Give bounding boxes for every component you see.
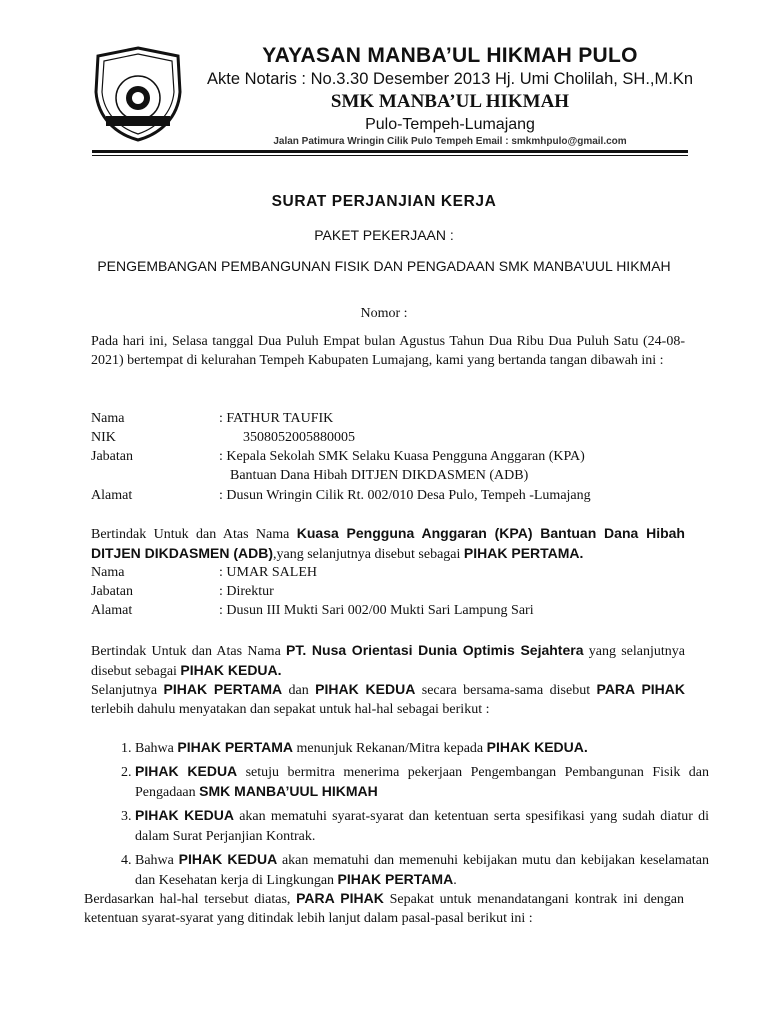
package-name: PENGEMBANGAN PEMBANGUNAN FISIK DAN PENGADAAN SMK MANBA’UUL HIKMAH [97, 258, 671, 274]
party-term: PARA PIHAK [596, 681, 685, 697]
field-value: : FATHUR TAUFIK [219, 411, 334, 426]
field-label: Alamat [91, 488, 133, 503]
party-term: PIHAK KEDUA [135, 763, 238, 779]
document-title: SURAT PERJANJIAN KERJA [271, 193, 497, 210]
acting-suffix: ,yang selanjutnya disebut sebagai [273, 547, 464, 562]
school-location: Pulo-Tempeh-Lumajang [365, 116, 535, 133]
field-value: 3508052005880005 [243, 430, 355, 445]
party2-address-row [91, 601, 534, 620]
text: akan mematuhi syarat-syarat dan ketentuan serta spesifikasi yang sudah diatur di dalam Surat Perjanjian Kontrak. [135, 809, 709, 844]
text: Berdasarkan hal-hal tersebut diatas, [84, 892, 297, 907]
agreement-points [91, 738, 709, 894]
list-item [135, 762, 709, 802]
field-value: : Dusun III Mukti Sari 002/00 Mukti Sari Lampung Sari [219, 603, 534, 618]
text: Bahwa [135, 853, 179, 868]
closing-paragraph [84, 889, 684, 928]
party1-position-row [91, 447, 585, 466]
text: Sepakat untuk menandatangani kontrak ini dengan ketentuan syarat-syarat yang ditindak lebih lanjut dalam pasal-pasal berikut ini : [84, 892, 684, 926]
text: menunjuk Rekanan/Mitra kepada [293, 741, 487, 756]
field-label: Alamat [91, 603, 133, 618]
text: terlebih dahulu menyatakan dan sepakat untuk hal-hal sebagai berikut : [91, 702, 490, 717]
text: . [453, 873, 457, 888]
party1-nik-row [91, 428, 355, 447]
party-term: PIHAK KEDUA [178, 851, 278, 867]
party1-position-row-2 [230, 466, 528, 485]
field-label: Jabatan [91, 584, 133, 599]
list-item [135, 806, 709, 846]
header-rule-thick [92, 150, 688, 153]
acting-prefix: Bertindak Untuk dan Atas Nama [91, 527, 297, 542]
field-label: Nama [91, 565, 125, 580]
header-rule-thin [92, 155, 688, 156]
school-address: Jalan Patimura Wringin Cilik Pulo Tempeh Email : smkmhpulo@gmail.com [273, 136, 627, 147]
list-item [135, 850, 709, 890]
field-value: : Direktur [219, 584, 274, 599]
party2-position-row [91, 582, 274, 601]
field-label: NIK [91, 430, 116, 445]
party-term: PIHAK KEDUA. [486, 739, 588, 755]
text: Bahwa [135, 741, 178, 756]
notary-line: Akte Notaris : No.3.30 Desember 2013 Hj. Umi Cholilah, SH.,M.Kn [206, 70, 694, 88]
party-term: PIHAK KEDUA [135, 807, 234, 823]
acting-role: PIHAK PERTAMA. [463, 545, 584, 561]
text: akan mematuhi dan memenuhi kebijakan mutu dan kebijakan keselamatan dan Kesehatan kerja di Lingkungan [135, 853, 709, 888]
field-label: Nama [91, 411, 125, 426]
field-value: : Dusun Wringin Cilik Rt. 002/010 Desa Pulo, Tempeh -Lumajang [219, 488, 591, 503]
party-term: SMK MANBA’UUL HIKMAH [199, 783, 378, 799]
acting-prefix: Bertindak Untuk dan Atas Nama [91, 644, 287, 659]
party-term: PIHAK KEDUA [315, 681, 416, 697]
party-term: PARA PIHAK [296, 890, 384, 906]
party2-acting-paragraph [91, 641, 685, 681]
opening-paragraph: Pada hari ini, Selasa tanggal Dua Puluh Empat bulan Agustus Tahun Dua Ribu Dua Puluh Satu (24-08-2021) bertempat di kelurahan Tempeh Kabupaten Lumajang, kami yang bertanda tangan dibawah ini : [91, 334, 685, 368]
text: dan [282, 683, 316, 698]
party-term: PIHAK PERTAMA [177, 739, 294, 755]
party2-name-row [91, 563, 317, 582]
joint-statement [91, 680, 685, 719]
text: setuju bermitra menerima pekerjaan Pengembangan Pembangunan Fisik dan Pengadaan [135, 765, 709, 800]
field-value: : UMAR SALEH [219, 565, 318, 580]
party-term: PIHAK PERTAMA [337, 871, 454, 887]
party1-acting-paragraph [91, 524, 685, 564]
field-label: Jabatan [91, 449, 133, 464]
text: secara bersama-sama disebut [415, 683, 597, 698]
letterhead [200, 44, 700, 149]
package-label: PAKET PEKERJAAN : [314, 227, 454, 243]
acting-suffix: yang selanjutnya disebut sebagai [91, 644, 685, 679]
school-name: SMK MANBA’UL HIKMAH [330, 91, 570, 112]
school-logo [92, 46, 184, 142]
text: Selanjutnya [91, 683, 164, 698]
list-item [135, 738, 709, 758]
foundation-name: YAYASAN MANBA’UL HIKMAH PULO [262, 44, 638, 67]
number-label: Nomor : [360, 306, 408, 321]
party1-address-row [91, 486, 591, 505]
acting-entity: PT. Nusa Orientasi Dunia Optimis Sejahtera [286, 642, 584, 658]
party1-name-row [91, 409, 333, 428]
acting-role: PIHAK KEDUA. [180, 662, 282, 678]
party-term: PIHAK PERTAMA [163, 681, 283, 697]
field-value: Bantuan Dana Hibah DITJEN DIKDASMEN (ADB) [230, 468, 529, 483]
acting-entity: Kuasa Pengguna Anggaran (KPA) Bantuan Dana Hibah DITJEN DIKDASMEN (ADB) [91, 525, 685, 561]
field-value: : Kepala Sekolah SMK Selaku Kuasa Pengguna Anggaran (KPA) [219, 449, 585, 464]
